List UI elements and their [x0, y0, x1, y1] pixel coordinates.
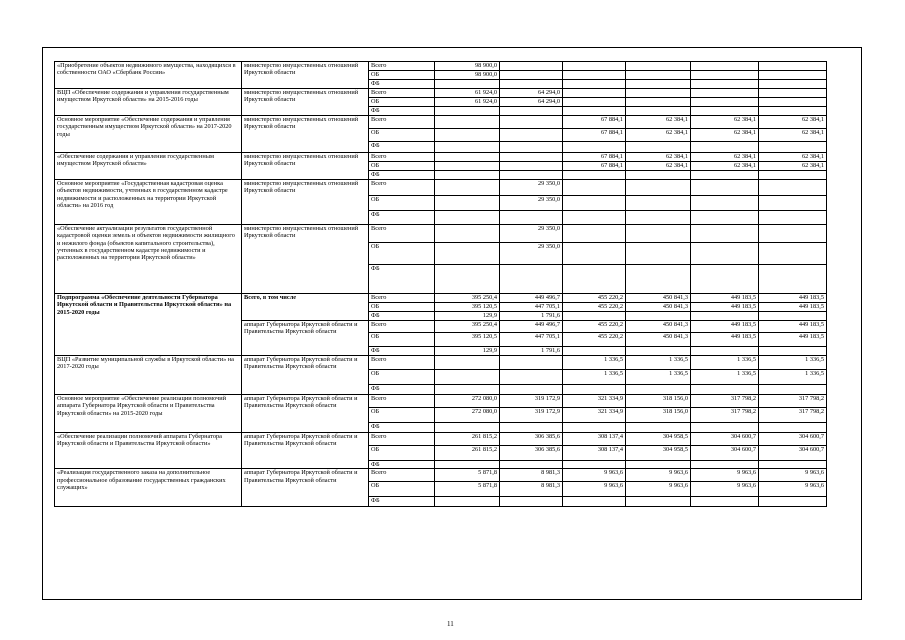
amount-cell: 317 798,2: [759, 395, 827, 408]
amount-cell: [563, 497, 626, 507]
amount-cell: [563, 347, 626, 356]
funding-source: ФБ: [369, 171, 435, 180]
amount-cell: [435, 356, 500, 370]
funding-source: Всего: [369, 180, 435, 196]
funding-source: ФБ: [369, 107, 435, 116]
amount-cell: 455 220,2: [563, 321, 626, 333]
amount-cell: [500, 71, 563, 80]
amount-cell: [563, 62, 626, 71]
amount-cell: 449 183,5: [691, 333, 759, 347]
funding-source: ОБ: [369, 408, 435, 423]
table-row: [55, 89, 827, 98]
amount-cell: 9 963,6: [691, 482, 759, 497]
amount-cell: 62 384,1: [759, 162, 827, 171]
amount-cell: [500, 370, 563, 385]
table-row: [55, 225, 827, 243]
amount-cell: 8 981,3: [500, 482, 563, 497]
amount-cell: 62 384,1: [626, 153, 691, 162]
amount-cell: [435, 265, 500, 294]
amount-cell: [563, 211, 626, 225]
amount-cell: [626, 196, 691, 211]
responsible-executor: министерство имущественных отношений Иркутской области: [242, 225, 369, 294]
amount-cell: [563, 71, 626, 80]
amount-cell: 447 705,1: [500, 303, 563, 312]
amount-cell: [691, 98, 759, 107]
amount-cell: 304 600,7: [691, 433, 759, 446]
amount-cell: 321 334,9: [563, 408, 626, 423]
amount-cell: [435, 497, 500, 507]
amount-cell: 29 350,0: [500, 225, 563, 243]
table-row: [55, 469, 827, 482]
amount-cell: [691, 497, 759, 507]
amount-cell: [691, 461, 759, 469]
amount-cell: 61 924,0: [435, 98, 500, 107]
funding-source: ФБ: [369, 385, 435, 395]
amount-cell: [435, 153, 500, 162]
amount-cell: 272 080,0: [435, 395, 500, 408]
amount-cell: 61 924,0: [435, 89, 500, 98]
program-name: Основное мероприятие «Государственная кадастровая оценка объектов недвижимости, учтенных в государственном кадастре недвижимости и расположенных на территории Иркутской области» на 2016 год: [55, 180, 242, 225]
funding-source: ФБ: [369, 265, 435, 294]
amount-cell: 62 384,1: [759, 116, 827, 129]
amount-cell: 450 841,3: [626, 303, 691, 312]
amount-cell: [759, 312, 827, 321]
amount-cell: [626, 497, 691, 507]
amount-cell: [500, 62, 563, 71]
amount-cell: [500, 107, 563, 116]
amount-cell: [500, 211, 563, 225]
amount-cell: 450 841,3: [626, 333, 691, 347]
amount-cell: [563, 171, 626, 180]
amount-cell: 9 963,6: [626, 482, 691, 497]
table-body: [55, 62, 827, 507]
amount-cell: [500, 80, 563, 89]
table-row: [55, 62, 827, 71]
table-row: [55, 395, 827, 408]
funding-source: Всего: [369, 433, 435, 446]
amount-cell: [500, 423, 563, 433]
amount-cell: 62 384,1: [691, 116, 759, 129]
amount-cell: [563, 89, 626, 98]
amount-cell: [435, 171, 500, 180]
amount-cell: 5 871,8: [435, 482, 500, 497]
amount-cell: [759, 89, 827, 98]
program-name: Подпрограмма «Обеспечение деятельности Губернатора Иркутской области и Правительства Иркутской области» на 2015-2020 годы: [55, 294, 242, 356]
amount-cell: 1 336,5: [759, 370, 827, 385]
responsible-executor: Всего, в том числе: [242, 294, 369, 321]
amount-cell: 62 384,1: [691, 129, 759, 142]
budget-table: [54, 61, 827, 507]
amount-cell: 1 791,6: [500, 347, 563, 356]
amount-cell: 449 183,5: [691, 294, 759, 303]
amount-cell: [691, 385, 759, 395]
funding-source: Всего: [369, 153, 435, 162]
amount-cell: [563, 142, 626, 153]
amount-cell: 8 981,3: [500, 469, 563, 482]
amount-cell: [759, 385, 827, 395]
funding-source: ФБ: [369, 312, 435, 321]
amount-cell: [626, 265, 691, 294]
amount-cell: [759, 62, 827, 71]
amount-cell: [563, 461, 626, 469]
amount-cell: [759, 497, 827, 507]
table-row: [55, 116, 827, 129]
funding-source: ФБ: [369, 461, 435, 469]
funding-source: ОБ: [369, 333, 435, 347]
amount-cell: [500, 356, 563, 370]
amount-cell: [500, 497, 563, 507]
amount-cell: [563, 312, 626, 321]
amount-cell: [626, 142, 691, 153]
amount-cell: [435, 80, 500, 89]
amount-cell: [691, 80, 759, 89]
amount-cell: [563, 196, 626, 211]
amount-cell: [500, 153, 563, 162]
amount-cell: [691, 243, 759, 265]
amount-cell: [626, 171, 691, 180]
responsible-executor: аппарат Губернатора Иркутской области и Правительства Иркутской области: [242, 395, 369, 433]
funding-source: ОБ: [369, 71, 435, 80]
amount-cell: [563, 385, 626, 395]
amount-cell: 395 250,4: [435, 321, 500, 333]
amount-cell: [691, 196, 759, 211]
amount-cell: 449 183,5: [759, 294, 827, 303]
amount-cell: [626, 89, 691, 98]
amount-cell: [500, 162, 563, 171]
amount-cell: [563, 80, 626, 89]
amount-cell: [759, 196, 827, 211]
amount-cell: [626, 71, 691, 80]
amount-cell: [626, 423, 691, 433]
amount-cell: [435, 116, 500, 129]
table-row: [55, 153, 827, 162]
amount-cell: [435, 385, 500, 395]
table-row: [55, 356, 827, 370]
amount-cell: 1 791,6: [500, 312, 563, 321]
responsible-executor: министерство имущественных отношений Иркутской области: [242, 116, 369, 153]
amount-cell: [691, 171, 759, 180]
funding-source: ФБ: [369, 80, 435, 89]
amount-cell: [691, 312, 759, 321]
responsible-executor: министерство имущественных отношений Иркутской области: [242, 180, 369, 225]
amount-cell: [563, 423, 626, 433]
amount-cell: 306 385,6: [500, 446, 563, 461]
amount-cell: 455 220,2: [563, 294, 626, 303]
program-name: «Обеспечение актуализации результатов государственной кадастровой оценки земель и объектов недвижимости жилищного и нежилого фонда (объектов капитального строительства), учтенных в государственном кадастре недвижимости и расположенных на территории Иркутской области»: [55, 225, 242, 294]
amount-cell: [500, 129, 563, 142]
funding-source: ОБ: [369, 196, 435, 211]
amount-cell: 450 841,3: [626, 294, 691, 303]
amount-cell: 67 884,1: [563, 153, 626, 162]
amount-cell: [626, 211, 691, 225]
amount-cell: [626, 98, 691, 107]
amount-cell: 29 350,0: [500, 243, 563, 265]
amount-cell: 395 120,5: [435, 303, 500, 312]
table-row: [55, 433, 827, 446]
program-name: ВЦП «Обеспечение содержания и управления государственным имуществом Иркутской области» на 2015-2016 годы: [55, 89, 242, 116]
amount-cell: 450 841,3: [626, 321, 691, 333]
amount-cell: [563, 265, 626, 294]
amount-cell: 5 871,8: [435, 469, 500, 482]
amount-cell: [626, 385, 691, 395]
amount-cell: [435, 225, 500, 243]
amount-cell: 317 798,2: [759, 408, 827, 423]
amount-cell: [759, 461, 827, 469]
amount-cell: 1 336,5: [626, 356, 691, 370]
amount-cell: [435, 180, 500, 196]
amount-cell: 9 963,6: [563, 482, 626, 497]
amount-cell: 449 183,5: [759, 321, 827, 333]
amount-cell: [759, 98, 827, 107]
amount-cell: 1 336,5: [691, 370, 759, 385]
amount-cell: 319 172,9: [500, 395, 563, 408]
amount-cell: [563, 98, 626, 107]
amount-cell: 306 385,6: [500, 433, 563, 446]
amount-cell: 9 963,6: [691, 469, 759, 482]
amount-cell: 62 384,1: [626, 162, 691, 171]
amount-cell: 29 350,0: [500, 196, 563, 211]
amount-cell: 67 884,1: [563, 129, 626, 142]
amount-cell: [435, 370, 500, 385]
amount-cell: 449 183,5: [691, 303, 759, 312]
responsible-executor: аппарат Губернатора Иркутской области и Правительства Иркутской области: [242, 433, 369, 469]
funding-source: ОБ: [369, 98, 435, 107]
funding-source: ФБ: [369, 497, 435, 507]
amount-cell: 449 183,5: [759, 333, 827, 347]
amount-cell: [759, 265, 827, 294]
program-name: «Приобретение объектов недвижимого имущества, находящихся в собственности ОАО «Сбербанк России»: [55, 62, 242, 89]
amount-cell: [759, 80, 827, 89]
amount-cell: [691, 225, 759, 243]
amount-cell: [759, 225, 827, 243]
amount-cell: [691, 347, 759, 356]
amount-cell: 98 900,0: [435, 62, 500, 71]
program-name: Основное мероприятие «Обеспечение реализации полномочий аппарата Губернатора Иркутской области и Правительства Иркутской области» на 2015-2020 годы: [55, 395, 242, 433]
amount-cell: 261 815,2: [435, 433, 500, 446]
table-row: [55, 180, 827, 196]
amount-cell: 449 496,7: [500, 294, 563, 303]
amount-cell: [626, 347, 691, 356]
amount-cell: 304 958,5: [626, 433, 691, 446]
amount-cell: [626, 243, 691, 265]
amount-cell: [435, 129, 500, 142]
amount-cell: 449 183,5: [759, 303, 827, 312]
funding-source: ОБ: [369, 243, 435, 265]
amount-cell: 304 600,7: [759, 433, 827, 446]
funding-source: Всего: [369, 62, 435, 71]
amount-cell: 304 600,7: [759, 446, 827, 461]
amount-cell: [563, 225, 626, 243]
amount-cell: [500, 461, 563, 469]
amount-cell: [626, 80, 691, 89]
amount-cell: 1 336,5: [563, 356, 626, 370]
amount-cell: 9 963,6: [563, 469, 626, 482]
amount-cell: 304 600,7: [691, 446, 759, 461]
funding-source: Всего: [369, 116, 435, 129]
amount-cell: [626, 62, 691, 71]
amount-cell: 62 384,1: [691, 162, 759, 171]
amount-cell: 9 963,6: [759, 482, 827, 497]
amount-cell: 29 350,0: [500, 180, 563, 196]
amount-cell: [626, 312, 691, 321]
funding-source: ФБ: [369, 347, 435, 356]
amount-cell: 9 963,6: [759, 469, 827, 482]
amount-cell: [435, 211, 500, 225]
amount-cell: [435, 162, 500, 171]
amount-cell: 395 250,4: [435, 294, 500, 303]
amount-cell: [500, 171, 563, 180]
amount-cell: 9 963,6: [626, 469, 691, 482]
amount-cell: 318 156,0: [626, 395, 691, 408]
amount-cell: 67 884,1: [563, 116, 626, 129]
amount-cell: 319 172,9: [500, 408, 563, 423]
responsible-executor: аппарат Губернатора Иркутской области и Правительства Иркутской области: [242, 469, 369, 507]
amount-cell: 98 900,0: [435, 71, 500, 80]
amount-cell: [626, 461, 691, 469]
amount-cell: [435, 196, 500, 211]
amount-cell: 67 884,1: [563, 162, 626, 171]
funding-source: ФБ: [369, 211, 435, 225]
amount-cell: [500, 385, 563, 395]
amount-cell: 1 336,5: [563, 370, 626, 385]
amount-cell: [563, 243, 626, 265]
amount-cell: 272 080,0: [435, 408, 500, 423]
amount-cell: 64 294,0: [500, 98, 563, 107]
funding-source: ОБ: [369, 162, 435, 171]
amount-cell: 447 705,1: [500, 333, 563, 347]
responsible-executor: министерство имущественных отношений Иркутской области: [242, 89, 369, 116]
amount-cell: [759, 107, 827, 116]
amount-cell: 449 183,5: [691, 321, 759, 333]
amount-cell: [500, 265, 563, 294]
amount-cell: 62 384,1: [691, 153, 759, 162]
amount-cell: 129,9: [435, 347, 500, 356]
funding-source: Всего: [369, 89, 435, 98]
amount-cell: 1 336,5: [759, 356, 827, 370]
amount-cell: 304 958,5: [626, 446, 691, 461]
amount-cell: 1 336,5: [691, 356, 759, 370]
amount-cell: 455 220,2: [563, 303, 626, 312]
table-row: [55, 294, 827, 303]
funding-source: ОБ: [369, 370, 435, 385]
funding-source: Всего: [369, 356, 435, 370]
amount-cell: 308 137,4: [563, 433, 626, 446]
amount-cell: [626, 107, 691, 116]
amount-cell: [759, 423, 827, 433]
amount-cell: [691, 142, 759, 153]
amount-cell: [435, 107, 500, 116]
amount-cell: [563, 107, 626, 116]
amount-cell: [691, 180, 759, 196]
amount-cell: [626, 180, 691, 196]
funding-source: Всего: [369, 225, 435, 243]
funding-source: Всего: [369, 294, 435, 303]
funding-source: Всего: [369, 395, 435, 408]
funding-source: Всего: [369, 321, 435, 333]
program-name: Основное мероприятие «Обеспечение содержания и управления государственным имуществом Иркутской области» на 2017-2020 годы: [55, 116, 242, 153]
amount-cell: [759, 71, 827, 80]
funding-source: ОБ: [369, 303, 435, 312]
funding-source: ОБ: [369, 446, 435, 461]
program-name: «Обеспечение реализации полномочий аппарата Губернатора Иркутской области и Правительства Иркутской области»: [55, 433, 242, 469]
amount-cell: 317 798,2: [691, 408, 759, 423]
amount-cell: 62 384,1: [626, 116, 691, 129]
amount-cell: 1 336,5: [626, 370, 691, 385]
amount-cell: [691, 71, 759, 80]
amount-cell: 317 798,2: [691, 395, 759, 408]
amount-cell: [626, 225, 691, 243]
funding-source: ФБ: [369, 423, 435, 433]
responsible-executor: аппарат Губернатора Иркутской области и Правительства Иркутской области: [242, 321, 369, 356]
responsible-executor: аппарат Губернатора Иркутской области и Правительства Иркутской области: [242, 356, 369, 395]
amount-cell: [759, 180, 827, 196]
funding-source: ОБ: [369, 129, 435, 142]
amount-cell: [691, 265, 759, 294]
amount-cell: 449 496,7: [500, 321, 563, 333]
amount-cell: [691, 423, 759, 433]
amount-cell: [759, 243, 827, 265]
amount-cell: [759, 142, 827, 153]
amount-cell: 395 120,5: [435, 333, 500, 347]
amount-cell: 129,9: [435, 312, 500, 321]
amount-cell: [759, 171, 827, 180]
amount-cell: [691, 107, 759, 116]
amount-cell: [759, 347, 827, 356]
page-number: 11: [447, 620, 454, 628]
program-name: ВЦП «Развитие муниципальной службы в Иркутской области» на 2017-2020 годы: [55, 356, 242, 395]
amount-cell: [759, 211, 827, 225]
amount-cell: [435, 142, 500, 153]
amount-cell: 261 815,2: [435, 446, 500, 461]
amount-cell: [435, 243, 500, 265]
amount-cell: [691, 62, 759, 71]
amount-cell: 321 334,9: [563, 395, 626, 408]
amount-cell: 318 156,0: [626, 408, 691, 423]
amount-cell: 64 294,0: [500, 89, 563, 98]
amount-cell: [691, 211, 759, 225]
funding-source: Всего: [369, 469, 435, 482]
amount-cell: 62 384,1: [626, 129, 691, 142]
funding-source: ОБ: [369, 482, 435, 497]
amount-cell: [563, 180, 626, 196]
amount-cell: [691, 89, 759, 98]
amount-cell: [500, 116, 563, 129]
amount-cell: 308 137,4: [563, 446, 626, 461]
amount-cell: 455 220,2: [563, 333, 626, 347]
amount-cell: [435, 423, 500, 433]
amount-cell: 62 384,1: [759, 153, 827, 162]
amount-cell: [435, 461, 500, 469]
amount-cell: [500, 142, 563, 153]
program-name: «Обеспечение содержания и управления государственным имуществом Иркутской области»: [55, 153, 242, 180]
program-name: «Реализация государственного заказа на дополнительное профессиональное образование государственных гражданских служащих»: [55, 469, 242, 507]
responsible-executor: министерство имущественных отношений Иркутской области: [242, 62, 369, 89]
responsible-executor: министерство имущественных отношений Иркутской области: [242, 153, 369, 180]
funding-source: ФБ: [369, 142, 435, 153]
amount-cell: 62 384,1: [759, 129, 827, 142]
